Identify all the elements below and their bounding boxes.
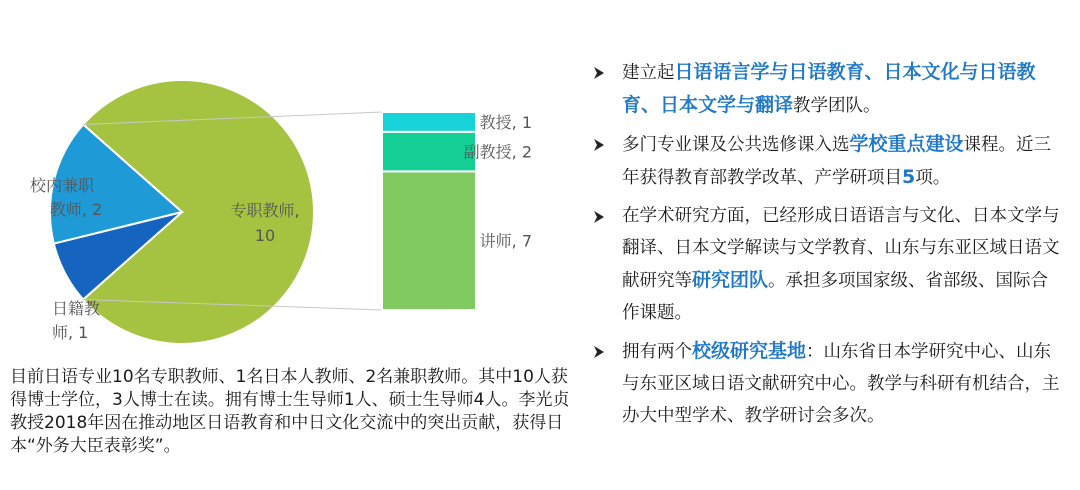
breakdown-segment-0 xyxy=(382,171,476,310)
breakdown-segment-label-1: 副教授, 2 xyxy=(463,142,532,162)
arrow-bullet-icon xyxy=(592,210,606,224)
body-text: 拥有两个 xyxy=(622,342,692,362)
pie-slice-label-2: 校内兼职 xyxy=(29,176,95,195)
breakdown-segment-2 xyxy=(382,112,476,132)
arrow-bullet-icon xyxy=(592,138,606,152)
pie-slice-value-label-0: 10 xyxy=(254,226,276,245)
highlight-item-2 xyxy=(592,200,1062,329)
pie-slice-value-label-1: 师, 1 xyxy=(52,323,89,342)
highlight-text: 研究团队 xyxy=(692,269,769,291)
highlight-text: 校级研究基地 xyxy=(692,340,807,362)
arrow-bullet-icon xyxy=(592,345,606,359)
pie-slice-value-label-2: 教师, 2 xyxy=(49,200,103,219)
faculty-summary-text: 目前日语专业10名专职教师、1名日本人教师、2名兼职教师。其中10人获得博士学位，3人博士在读。拥有博士生导师1人、硕士生导师4人。李光贞教授2018年因在推动地区日语教育和中日文化交流中的突出贡献，获得日本“外务大臣表彰奖”。 xyxy=(10,367,570,456)
body-text: 建立起 xyxy=(622,63,675,83)
highlight-item-0 xyxy=(592,56,1062,122)
pie-slice-label-0: 专职教师, xyxy=(230,201,300,220)
body-text: 项。 xyxy=(915,168,951,188)
arrow-bullet-icon xyxy=(592,66,606,80)
breakdown-segment-label-2: 教授, 1 xyxy=(479,112,532,132)
highlight-text: 日语语言学与日语教育、日本文化与日语教育、日本文学与翻译 xyxy=(622,61,1036,116)
body-text: 多门专业课及公共选修课入选 xyxy=(622,135,850,155)
breakdown-segment-label-0: 讲师, 7 xyxy=(479,231,532,251)
highlights-list xyxy=(592,56,1062,438)
highlight-item-3 xyxy=(592,335,1062,432)
highlight-text: 学校重点建设 xyxy=(849,133,964,155)
pie-slice-label-1: 日籍教 xyxy=(52,299,101,318)
body-text: ：山东省日本学研究中心、山东与东亚区域日语文献研究中心。教学与科研有机结合，主办大中型学术、教学研讨会多次。 xyxy=(622,342,1060,426)
highlight-item-1 xyxy=(592,128,1062,194)
highlight-text: 5 xyxy=(902,166,916,188)
body-text: 教学团队。 xyxy=(793,96,881,116)
body-text: 。承担多项国家级、省部级、国际合作课题。 xyxy=(622,271,1049,323)
body-text: 课程。近三年获得教育部教学改革、产学研项目 xyxy=(622,135,1052,188)
breakdown-segment-1 xyxy=(382,132,476,172)
pie-of-bar-chart xyxy=(0,0,580,360)
body-text: 在学术研究方面，已经形成日语语言与文化、日本文学与翻译、日本文学解读与文学教育、山东与东亚区域日语文献研究等 xyxy=(622,206,1060,291)
